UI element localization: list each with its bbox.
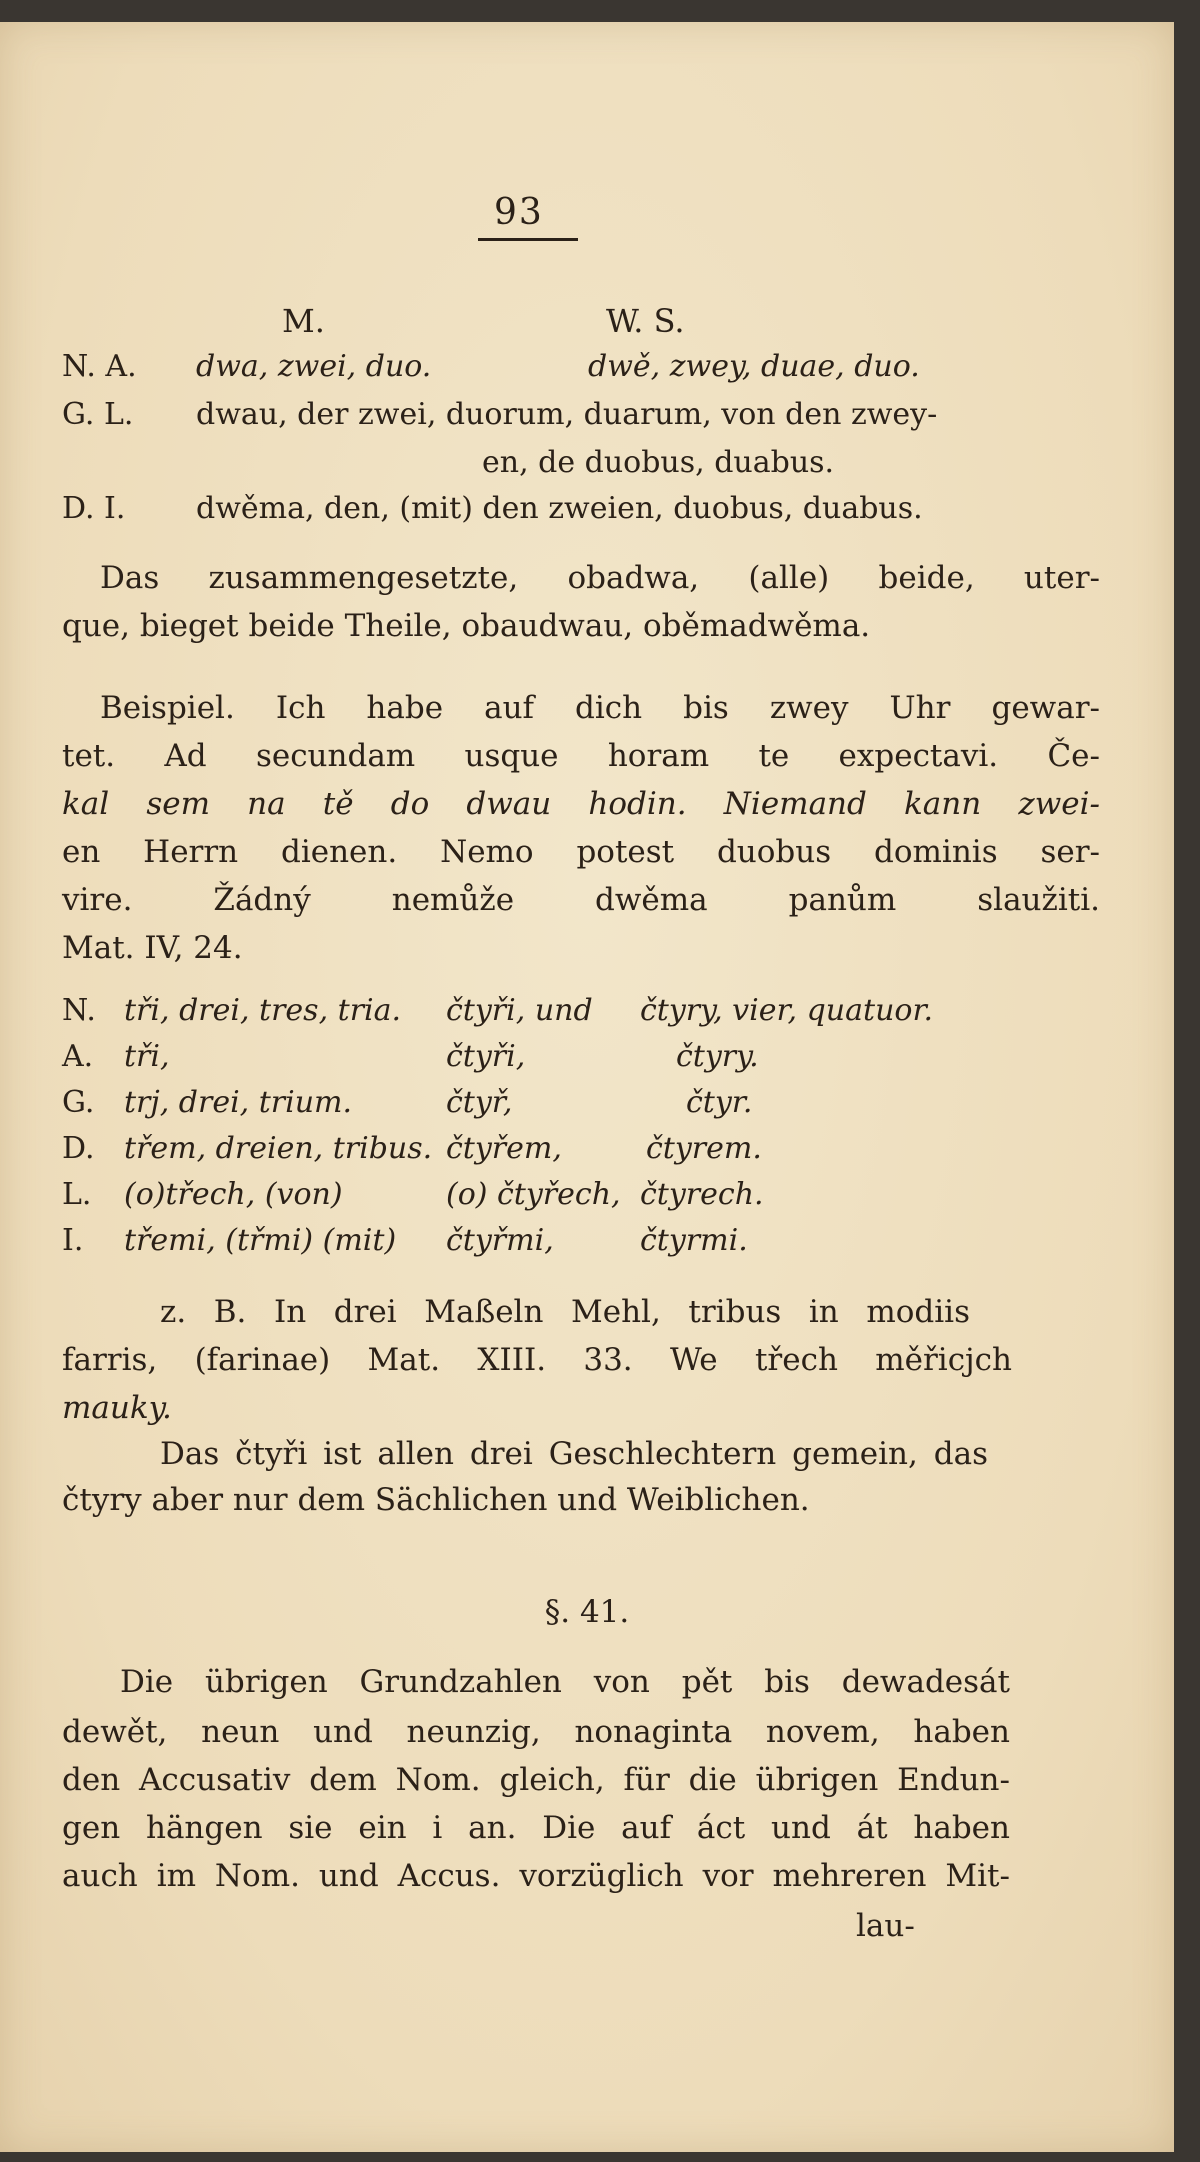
text-line: den Accusativ dem Nom. gleich, für die übrigen Endun- [62, 1762, 1010, 1798]
three-form: třemi, (třmi) (mit) [124, 1223, 397, 1258]
text-line: gen hängen sie ein i an. Die auf áct und át haben [62, 1810, 1010, 1846]
text-line: dewět, neun und neunzig, nonaginta novem, haben [62, 1714, 1010, 1750]
case-label: A. [62, 1039, 94, 1074]
text-line: Das čtyři ist allen drei Geschlechtern gemein, das [160, 1436, 988, 1472]
text-line: z. B. In drei Maßeln Mehl, tribus in modiis [160, 1294, 970, 1330]
four-form-a: čtyřem, [446, 1131, 562, 1166]
text-line: auch im Nom. und Accus. vorzüglich vor mehreren Mit- [62, 1858, 1010, 1894]
text-line: en Herrn dienen. Nemo potest duobus dominis ser- [62, 834, 1100, 870]
three-form: trj, drei, trium. [124, 1085, 353, 1120]
case-label: L. [62, 1177, 92, 1212]
text-line: Beispiel. Ich habe auf dich bis zwey Uhr gewar- [100, 690, 1100, 726]
case-label: D. I. [62, 491, 126, 526]
four-form-a: čtyř, [446, 1085, 513, 1120]
four-form-b: čtyry. [676, 1039, 759, 1074]
three-form: tři, drei, tres, tria. [124, 993, 402, 1028]
four-form-a: čtyři, [446, 1039, 526, 1074]
masc-form: dwa, zwei, duo. [196, 349, 432, 384]
section-heading: §. 41. [544, 1594, 630, 1630]
header-rule [478, 238, 578, 241]
text-line: čtyry aber nur dem Sächlichen und Weiblichen. [62, 1482, 810, 1518]
case-label: I. [62, 1223, 84, 1258]
four-form-a: čtyřmi, [446, 1223, 554, 1258]
text-line: kal sem na tě do dwau hodin. Niemand kann zwei- [62, 786, 1100, 822]
text-line: Das zusammengesetzte, obadwa, (alle) beide, uter- [100, 560, 1100, 596]
three-form: (o)třech, (von) [124, 1177, 343, 1212]
four-form-b: čtyrmi. [640, 1223, 748, 1258]
four-form-b: čtyr. [686, 1085, 753, 1120]
three-form: tři, [124, 1039, 170, 1074]
four-form-b: čtyry, vier, quatuor. [640, 993, 934, 1028]
masc-form: dwěma, den, (mit) den zweien, duobus, duabus. [196, 491, 923, 526]
four-form-a: čtyři, und [446, 993, 593, 1028]
header-masculine: M. [282, 302, 325, 340]
text-line: farris, (farinae) Mat. XIII. 33. We třech měřicjch [62, 1342, 1012, 1378]
case-label: N. [62, 993, 96, 1028]
four-form-b: čtyrech. [640, 1177, 764, 1212]
masc-form: dwau, der zwei, duorum, duarum, von den zwey- [196, 397, 938, 432]
fem-form: dwě, zwey, duae, duo. [588, 349, 920, 384]
text-line: Die übrigen Grundzahlen von pět bis dewadesát [120, 1664, 1010, 1700]
text-line: mauky. [62, 1390, 172, 1426]
four-form-a: (o) čtyřech, [446, 1177, 621, 1212]
book-page [0, 22, 1174, 2152]
page-number: 93 [494, 192, 544, 233]
fem-form: en, de duobus, duabus. [482, 445, 835, 480]
header-feminine-neuter: W. S. [606, 302, 685, 340]
case-label: N. A. [62, 349, 137, 384]
three-form: třem, dreien, tribus. [124, 1131, 433, 1166]
case-label: D. [62, 1131, 95, 1166]
four-form-b: čtyrem. [646, 1131, 762, 1166]
text-line: tet. Ad secundam usque horam te expectavi. Če- [62, 738, 1100, 774]
text-line: que, bieget beide Theile, obaudwau, oběmadwěma. [62, 608, 871, 644]
text-line: vire. Žádný nemůže dwěma panům slaužiti. [62, 882, 1100, 918]
text-line: Mat. IV, 24. [62, 930, 243, 966]
catchword: lau- [856, 1908, 915, 1944]
case-label: G. L. [62, 397, 134, 432]
case-label: G. [62, 1085, 95, 1120]
